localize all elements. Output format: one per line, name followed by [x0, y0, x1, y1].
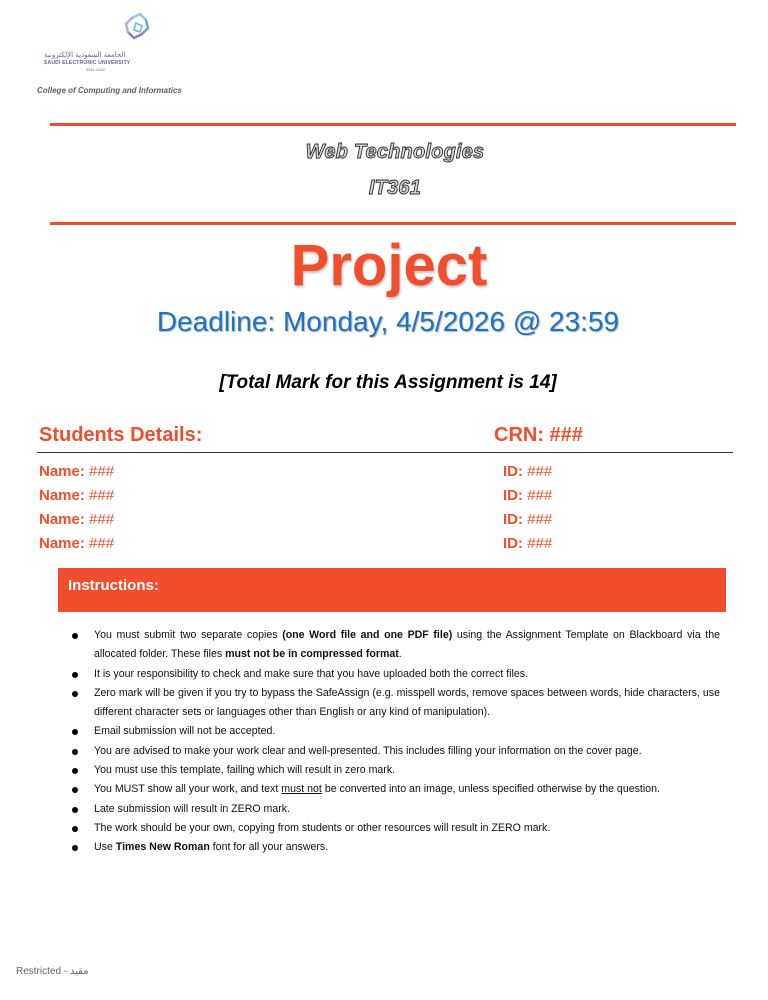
student-name-row[interactable]: Name: ###	[39, 463, 115, 480]
course-code: IT361	[368, 177, 422, 199]
bottom-divider	[50, 222, 736, 225]
deadline: Deadline: Monday, 4/5/2026 @ 23:59	[156, 306, 620, 337]
list-item: You must submit two separate copies (one Word file and one PDF file) using the Assignment Template on Blackboard via the allocated folder. These files must not be in compressed format.	[70, 626, 720, 665]
list-item: Use Times New Roman font for all your answers.	[70, 838, 720, 857]
student-name-row[interactable]: Name: ###	[39, 511, 115, 528]
student-id-row[interactable]: ID: ###	[503, 487, 553, 504]
student-name-value[interactable]: ###	[89, 463, 115, 480]
crn-heading: CRN: ###	[494, 424, 583, 446]
course-name: Web Technologies	[305, 141, 485, 163]
student-id-row[interactable]: ID: ###	[503, 535, 553, 552]
list-item: Email submission will not be accepted.	[70, 722, 720, 741]
instructions-heading: Instructions:	[68, 577, 159, 594]
list-item: The work should be your own, copying from students or other resources will result in ZERO mark.	[70, 819, 720, 838]
student-name-row[interactable]: Name: ###	[39, 535, 115, 552]
top-divider	[50, 123, 736, 126]
list-item: You MUST show all your work, and text must not be converted into an image, unless specified otherwise by the question.	[70, 780, 720, 799]
student-id-row[interactable]: ID: ###	[503, 463, 553, 480]
list-item: Late submission will result in ZERO mark.	[70, 800, 720, 819]
student-id-value[interactable]: ###	[527, 511, 553, 528]
student-name-value[interactable]: ###	[89, 535, 115, 552]
university-name-arabic: الجامعة السعودية الإلكترونية	[44, 51, 126, 59]
students-details-heading: Students Details:	[39, 424, 203, 446]
list-item: You must use this template, failing which will result in zero mark.	[70, 761, 720, 780]
list-item: You are advised to make your work clear and well-presented. This includes filling your information on the cover page.	[70, 742, 720, 761]
student-name-value[interactable]: ###	[89, 487, 115, 504]
student-name-row[interactable]: Name: ###	[39, 487, 115, 504]
college-name: College of Computing and Informatics	[37, 86, 182, 95]
student-id-value[interactable]: ###	[527, 463, 553, 480]
student-id-value[interactable]: ###	[527, 535, 553, 552]
total-mark: [Total Mark for this Assignment is 14]	[219, 372, 557, 393]
details-divider	[37, 452, 733, 453]
instructions-list	[70, 626, 720, 858]
university-name-english: SAUDI ELECTRONIC UNIVERSITY	[44, 60, 131, 66]
page-title: Project	[290, 233, 488, 298]
list-item: Zero mark will be given if you try to bypass the SafeAssign (e.g. misspell words, remove spaces between words, hide characters, use different character sets or languages other than English or any kind of manipulation).	[70, 684, 720, 723]
list-item: It is your responsibility to check and make sure that you have uploaded both the correct files.	[70, 665, 720, 684]
classification-footer: Restricted - مقيد	[16, 966, 89, 977]
student-id-value[interactable]: ###	[527, 487, 553, 504]
university-year: 2011-1432	[86, 67, 105, 72]
student-id-row[interactable]: ID: ###	[503, 511, 553, 528]
student-name-value[interactable]: ###	[89, 511, 115, 528]
